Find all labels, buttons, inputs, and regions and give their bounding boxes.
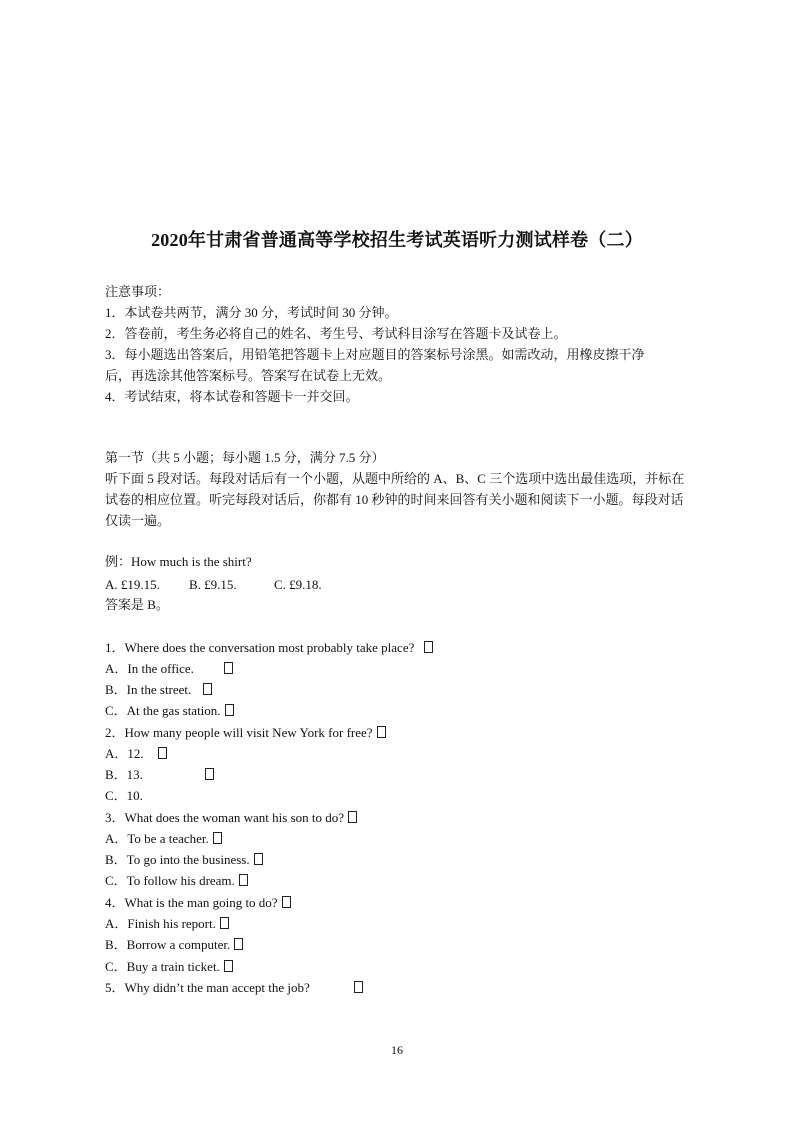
placeholder-box-icon (282, 896, 291, 908)
option-line: C．Buy a train ticket. (105, 957, 233, 977)
placeholder-box-icon (213, 832, 222, 844)
example-option-c: C. £9.18. (274, 577, 322, 592)
notice-item: 2．答卷前，考生务必将自己的姓名、考生号、考试科目涂写在答题卡及试卷上。 (105, 326, 567, 341)
example-answer: 答案是 B。 (105, 597, 169, 612)
notice-item: 3．每小题选出答案后，用铅笔把答题卡上对应题目的答案标号涂黑。如需改动，用橡皮擦干净 (105, 347, 645, 362)
placeholder-box-icon (220, 917, 229, 929)
placeholder-box-icon (377, 726, 386, 738)
notice-item: 后，再选涂其他答案标号。答案写在试卷上无效。 (105, 368, 392, 383)
option-line: B．13. (105, 765, 214, 785)
option-line: A．In the office. (105, 659, 233, 679)
example-question: 例：How much is the shirt? (105, 554, 252, 569)
option-line: B．In the street. (105, 680, 212, 700)
placeholder-box-icon (424, 641, 433, 653)
option-line: A．12. (105, 744, 167, 764)
option-line: C．10. (105, 788, 143, 803)
placeholder-box-icon (234, 938, 243, 950)
example-option-b: B. £9.15. (189, 577, 237, 592)
placeholder-box-icon (225, 704, 234, 716)
question-line: 4．What is the man going to do? (105, 893, 291, 913)
notice-item: 4．考试结束，将本试卷和答题卡一并交回。 (105, 389, 359, 404)
option-line: B．To go into the business. (105, 850, 263, 870)
placeholder-box-icon (158, 747, 167, 759)
question-line: 5．Why didn’t the man accept the job? (105, 978, 363, 998)
placeholder-box-icon (205, 768, 214, 780)
question-line: 2．How many people will visit New York for free? (105, 723, 386, 743)
placeholder-box-icon (254, 853, 263, 865)
option-line: C．To follow his dream. (105, 871, 248, 891)
example-options (105, 575, 322, 595)
question-line: 1．Where does the conversation most probably take place? (105, 638, 433, 658)
page-title: 2020年甘肃省普通高等学校招生考试英语听力测试样卷（二） (151, 230, 643, 250)
page-number: 16 (391, 1043, 403, 1057)
placeholder-box-icon (203, 683, 212, 695)
placeholder-box-icon (354, 981, 363, 993)
placeholder-box-icon (224, 662, 233, 674)
example-option-a: A. £19.15. (105, 577, 160, 592)
option-line: A．To be a teacher. (105, 829, 222, 849)
option-line: C．At the gas station. (105, 701, 234, 721)
option-line: B．Borrow a computer. (105, 935, 243, 955)
section-instruction: 听下面 5 段对话。每段对话后有一个小题，从题中所给的 A、B、C 三个选项中选出最佳选项，并标在试卷的相应位置。听完每段对话后，你都有 10 秒钟的时间来回答有关小题和阅读下一小题。每段对话仅读一遍。 (105, 471, 685, 528)
notice-item: 1．本试卷共两节，满分 30 分，考试时间 30 分钟。 (105, 305, 398, 320)
placeholder-box-icon (224, 960, 233, 972)
option-line: A．Finish his report. (105, 914, 229, 934)
question-line: 3．What does the woman want his son to do? (105, 808, 357, 828)
section-heading: 第一节（共 5 小题；每小题 1.5 分，满分 7.5 分） (105, 450, 385, 465)
placeholder-box-icon (239, 874, 248, 886)
notice-heading: 注意事项： (105, 284, 171, 299)
placeholder-box-icon (348, 811, 357, 823)
